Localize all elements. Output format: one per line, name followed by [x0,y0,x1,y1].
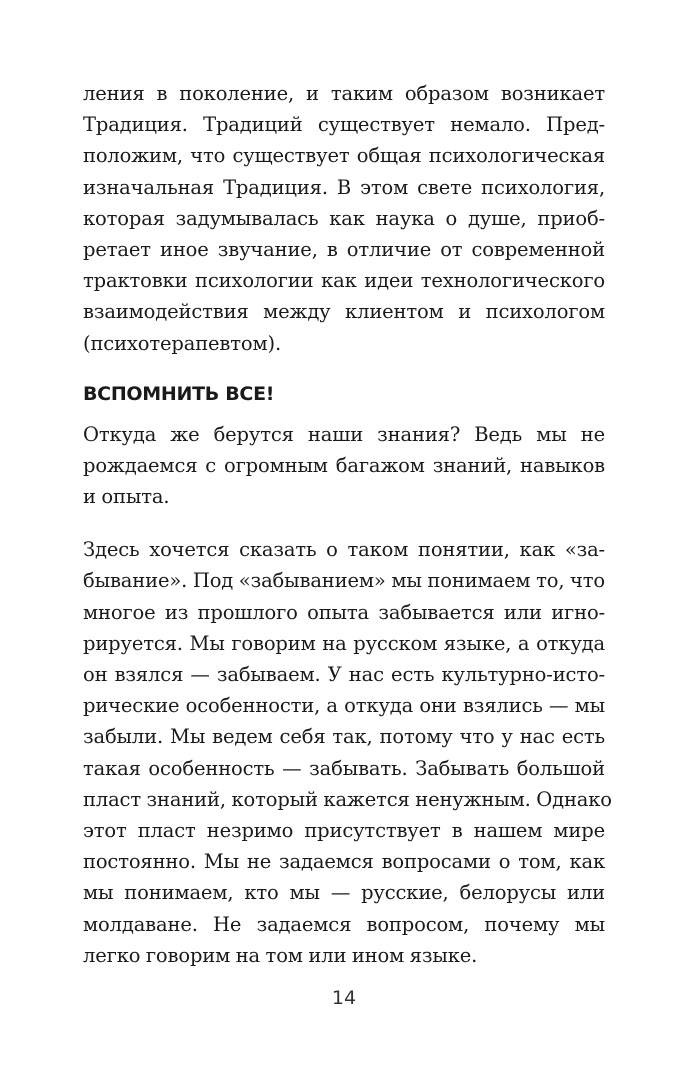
text-line: (психотерапевтом). [83,331,282,355]
text-line: этот пласт незримо присутствует в нашем мире [83,818,605,842]
text-section-top [83,78,605,359]
page-body [83,78,612,993]
text-line: ления в поколение, и таким образом возникает [83,82,605,105]
text-line: он взялся — забываем. У нас есть культурно-исто- [83,663,605,686]
text-line: легко говорим на том или ином языке. [83,943,478,967]
section-heading: ВСПОМНИТЬ ВСЕ! [83,382,275,405]
text-line: Откуда же берутся наши знания? Ведь мы не [83,422,605,446]
text-line: такая особенность — забывать. Забывать большой [83,756,605,780]
text-section-bottom [83,419,612,971]
paragraph [83,534,612,971]
text-line: рируется. Мы говорим на русском языке, а откуда [83,631,605,655]
text-line: молдаване. Не задаемся вопросом, почему мы [83,912,605,936]
text-line: рождаемся с огромным багажом знаний, навыков [83,453,605,477]
paragraph [83,419,605,513]
text-line: пласт знаний, который кажется ненужным. Однако [83,787,612,811]
text-line: Здесь хочется сказать о таком понятии, как «за- [83,538,605,562]
text-line: взаимодействия между клиентом и психологом [83,300,605,324]
paragraph [83,78,605,359]
text-line: изначальная Традиция. В этом свете психология, [83,175,605,199]
text-line: бывание». Под «забыванием» мы понимаем то, что [83,569,605,593]
text-line: Традиция. Традиций существует немало. Пред- [83,113,605,137]
text-line: положим, что существует общая психологическая [83,144,605,168]
text-line: мы понимаем, кто мы — русские, белорусы или [83,881,605,905]
text-line: и опыта. [83,485,170,509]
text-line: рические особенности, а откуда они взялись — мы [83,694,605,718]
text-line: ретает иное звучание, в отличие от современной [83,237,605,261]
text-line: трактовки психологии как идеи технологического [83,269,605,293]
text-line: постоянно. Мы не задаемся вопросами о том, как [83,850,605,874]
text-line: многое из прошлого опыта забывается или игно- [83,600,605,624]
text-line: забыли. Мы ведем себя так, потому что у нас есть [83,725,605,749]
page-number: 14 [331,987,357,1009]
text-line: которая задумывалась как наука о душе, приоб- [83,206,605,230]
